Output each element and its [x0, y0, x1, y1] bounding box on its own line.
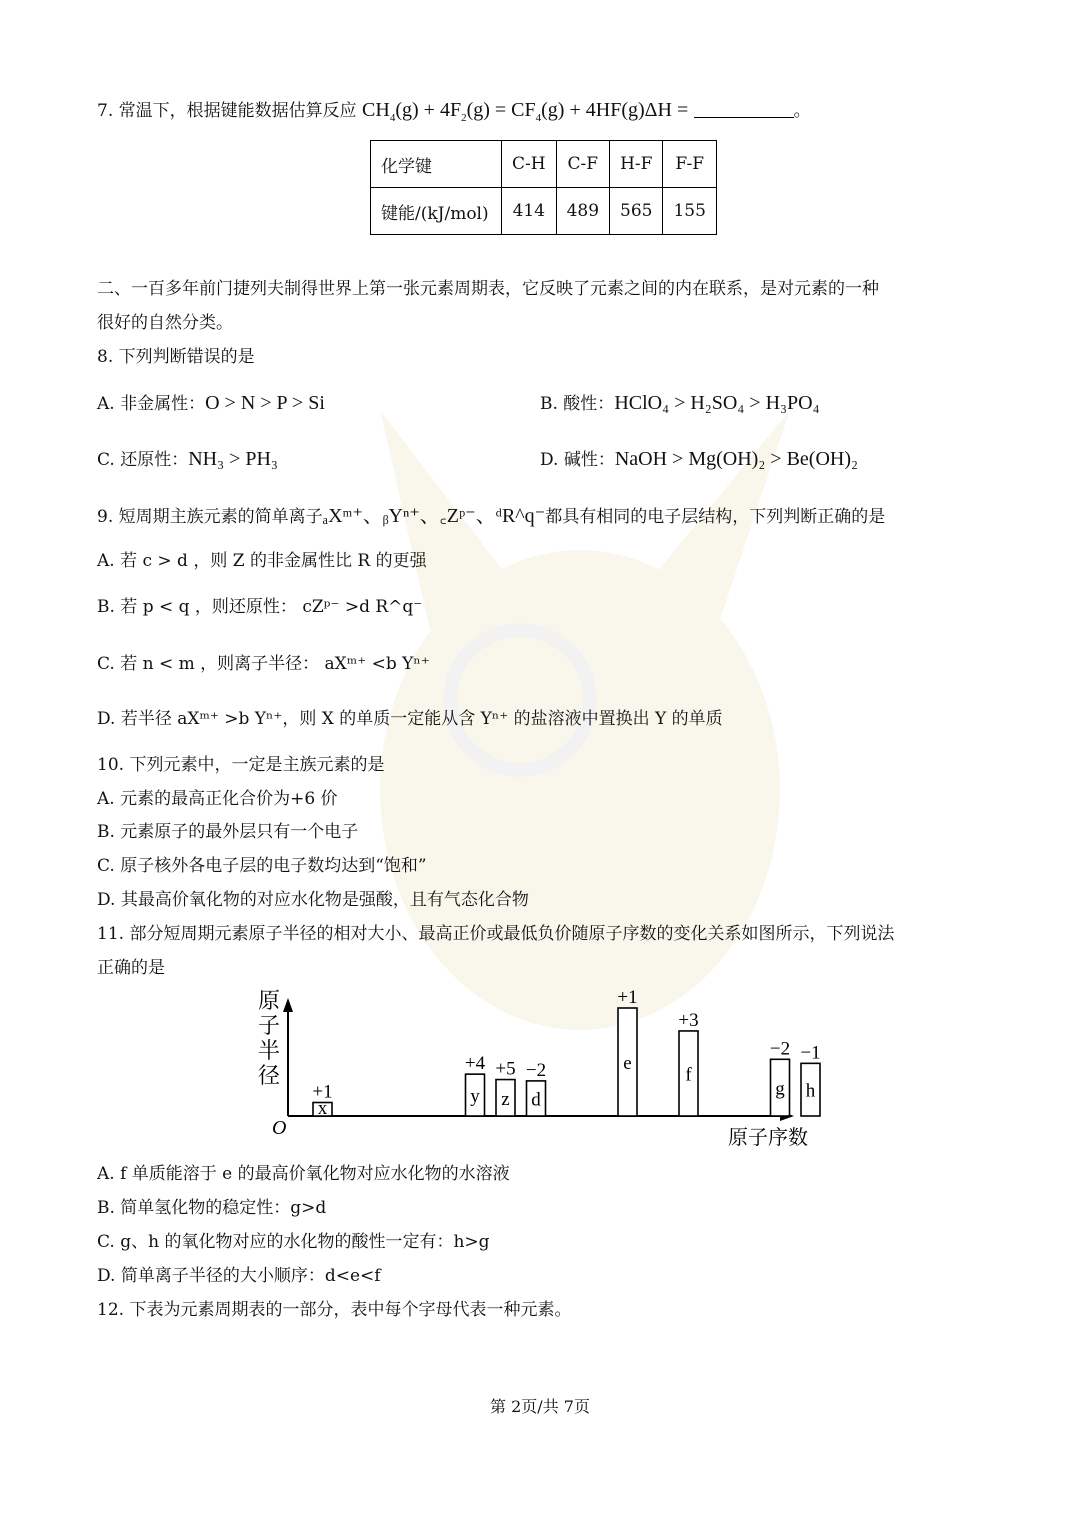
- q8-option-b: B. 酸性：HClO₄ > H₂SO₄ > H₃PO₄: [540, 392, 820, 414]
- q11-stem-line1: 11. 部分短周期元素原子半径的相对大小、最高正价或最低负价随原子序数的变化关系如图所示，下列说法: [97, 924, 895, 944]
- section2-line2: 很好的自然分类。: [97, 313, 233, 333]
- table-row: [371, 188, 717, 235]
- q12-stem: 12. 下表为元素周期表的一部分，表中每个字母代表一种元素。: [97, 1300, 572, 1320]
- table-cell: 414: [502, 188, 557, 235]
- answer-blank[interactable]: [694, 99, 794, 118]
- table-cell: 键能/(kJ/mol): [371, 188, 502, 235]
- bar-label-h: h: [805, 1080, 816, 1102]
- table-cell: H-F: [610, 141, 663, 188]
- page-footer: 第 2页/共 7页: [490, 1397, 590, 1416]
- q10-option-b: B. 元素原子的最外层只有一个电子: [97, 822, 359, 842]
- q10-option-c: C. 原子核外各电子层的电子数均达到“饱和”: [97, 856, 427, 876]
- y-axis-label-char: 子: [258, 1014, 281, 1039]
- y-axis-label-char: 半: [258, 1039, 281, 1064]
- q11-option-d: D. 简单离子半径的大小顺序：d<e<f: [97, 1266, 381, 1286]
- q10-option-d: D. 其最高价氧化物的对应水化物是强酸，且有气态化合物: [97, 890, 529, 910]
- q9-stem: 9. 短周期主族元素的简单离子ₐXᵐ⁺、ᵦYⁿ⁺、꜀Zᵖ⁻、ᵈR^q⁻都具有相同的电子层结构，下列判断正确的是: [97, 505, 886, 527]
- q11-stem-line2: 正确的是: [97, 958, 165, 978]
- bar-valence-z: +5: [495, 1058, 516, 1080]
- table-cell: C-F: [556, 141, 609, 188]
- y-axis-label-char: 径: [258, 1064, 281, 1089]
- table-cell: C-H: [502, 141, 557, 188]
- radius-chart: [240, 986, 840, 1156]
- y-axis-label: [258, 989, 280, 1089]
- q9-option-d: D. 若半径 aXᵐ⁺ >b Yⁿ⁺，则 X 的单质一定能从含 Yⁿ⁺ 的盐溶液中置换出 Y 的单质: [97, 709, 723, 729]
- bar-valence-h: −1: [800, 1042, 821, 1064]
- section2-line1: 二、一百多年前门捷列夫制得世界上第一张元素周期表，它反映了元素之间的内在联系，是对元素的一种: [97, 279, 879, 299]
- x-axis-label: 原子序数: [728, 1125, 808, 1149]
- bar-label-z: z: [501, 1088, 510, 1110]
- q11-option-a: A. f 单质能溶于 e 的最高价氧化物对应水化物的水溶液: [97, 1164, 510, 1184]
- table-cell: F-F: [663, 141, 716, 188]
- q11-option-b: B. 简单氢化物的稳定性：g>d: [97, 1198, 327, 1218]
- table-cell: 565: [610, 188, 663, 235]
- bar-label-d: d: [531, 1089, 541, 1111]
- bond-energy-table: [370, 140, 717, 235]
- q10-option-a: A. 元素的最高正化合价为+6 价: [97, 789, 338, 809]
- q8-option-a: A. 非金属性：O > N > P > Si: [97, 392, 325, 414]
- bar-valence-e: +1: [617, 987, 638, 1008]
- bar-label-f: f: [685, 1064, 692, 1086]
- q10-stem: 10. 下列元素中，一定是主族元素的是: [97, 755, 385, 775]
- bar-valence-x: +1: [312, 1081, 333, 1103]
- origin-label: O: [272, 1117, 287, 1139]
- q8-stem: 8. 下列判断错误的是: [97, 347, 255, 367]
- table-cell: 化学键: [371, 141, 502, 188]
- bar-valence-f: +3: [678, 1009, 699, 1031]
- y-axis-arrow-icon: [283, 998, 293, 1012]
- bar-valence-y: +4: [464, 1053, 486, 1075]
- q8-option-d: D. 碱性：NaOH > Mg(OH)₂ > Be(OH)₂: [540, 448, 858, 470]
- bar-valence-g: −2: [769, 1038, 791, 1060]
- bar-label-x: x: [317, 1098, 328, 1119]
- table-cell: 489: [556, 188, 609, 235]
- q8-option-c: C. 还原性：NH₃ > PH₃: [97, 448, 278, 470]
- bar-valence-d: −2: [525, 1059, 547, 1081]
- bar-label-y: y: [470, 1086, 480, 1108]
- y-axis-label-char: 原: [258, 989, 281, 1014]
- bar-label-g: g: [775, 1078, 785, 1100]
- q9-option-c: C. 若 n < m ，则离子半径： aXᵐ⁺ <b Yⁿ⁺: [97, 654, 430, 674]
- bar-label-e: e: [623, 1053, 632, 1074]
- q7-stem: 7. 常温下，根据键能数据估算反应 $CH_4(g) + 4F_2(g) = CF_4(g) + 4HF(g)\Delta H$ = 。: [97, 99, 811, 124]
- q9-option-a: A. 若 c > d ，则 Z 的非金属性比 R 的更强: [97, 551, 427, 571]
- q11-option-c: C. g、h 的氧化物对应的水化物的酸性一定有：h>g: [97, 1232, 490, 1252]
- table-cell: 155: [663, 188, 716, 235]
- table-row: [371, 141, 717, 188]
- q9-option-b: B. 若 p < q ，则还原性： cZᵖ⁻ >d R^q⁻: [97, 597, 423, 617]
